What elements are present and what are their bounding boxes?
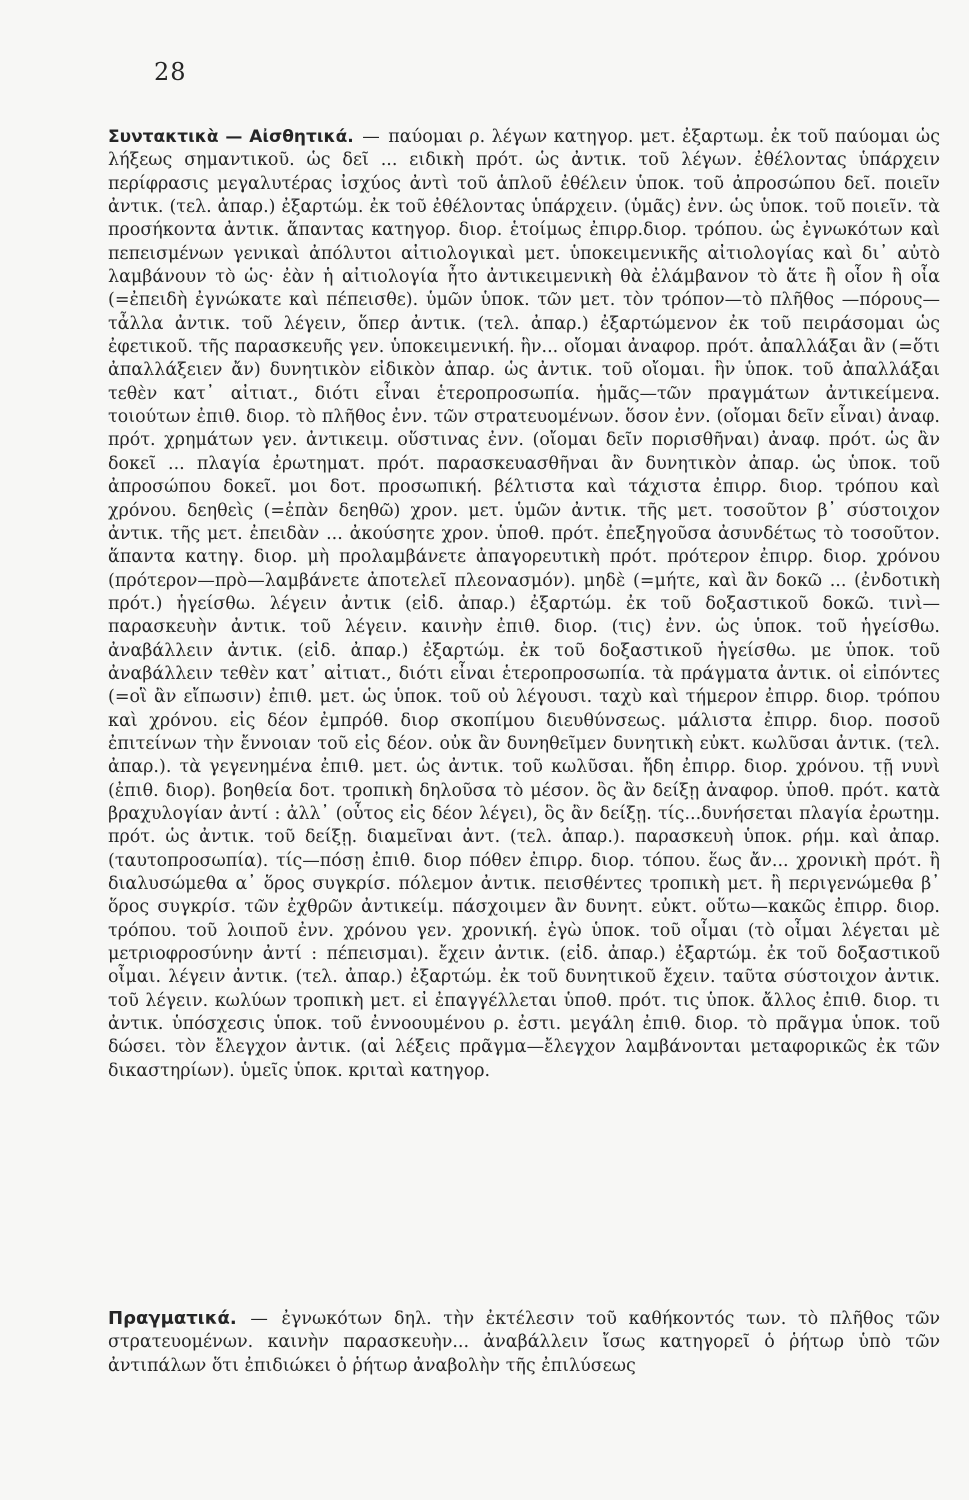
section-body-text: ἐγνωκότων δηλ. τὴν ἐκτέλεσιν τοῦ καθήκοντός των. τὸ πλῆθος τῶν στρατευομένων. καινὴν παρασκευὴν... ἀναβάλλειν ἴσως κατηγορεῖ ὁ ῥήτωρ ὑπὸ τῶν ἀντιπάλων ὅτι ἐπιδιώκει ὁ ῥήτωρ ἀναβολὴν τῆς ἐπιλύσεως [108,1309,940,1376]
section-factual: Πραγματικά. — ἐγνωκότων δηλ. τὴν ἐκτέλεσιν τοῦ καθήκοντός των. τὸ πλῆθος τῶν στρατευομένων. καινὴν παρασκευὴν... ἀναβάλλειν ἴσως κατηγορεῖ ὁ ῥήτωρ ὑπὸ τῶν ἀντιπάλων ὅτι ἐπιδιώκει ὁ ῥήτωρ ἀναβολὴν τῆς ἐπιλύσεως [108,1308,940,1376]
section-body-text: παύομαι ρ. λέγων κατηγορ. μετ. ἐξαρτωμ. ἐκ τοῦ παύομαι ὡς λήξεως σημαντικοῦ. ὡς δεῖ ... ειδικὴ πρότ. ὡς ἀντικ. τοῦ λέγων. ἐθέλοντας ὑπάρχειν περίφρασις μεγαλυτέρας ἰσχύος ἀντὶ τοῦ ἁπλοῦ ἐθέλειν ὑποκ. τοῦ ἀπροσώπου δεῖ. ποιεῖν ἀντικ. (τελ. ἀπαρ.) ἐξαρτώμ. ἐκ τοῦ ἐθέλοντας ὑπάρχειν. (ὑμᾶς) ἐνν. ὡς ὑποκ. τοῦ ποιεῖν. τὰ προσήκοντα ἀντικ. ἅπαντας κατηγορ. διορ. ἑτοίμως ἐπιρρ.διορ. τρόπου. ὡς ἐγνωκότων καὶ πεπεισμένων γενικαὶ ἀπόλυτοι αἰτιολογικαὶ μετ. ὑποκειμενικῆς αἰτιολογίας καὶ δι᾿ αὐτὸ λαμβάνουν τὸ ὡς· ἐὰν ἡ αἰτιολογία ἦτο ἀντικειμενικὴ θὰ ἐλάμβανον τὸ ἅτε ἢ οἷον ἢ οἷα (=ἐπειδὴ ἐγνώκατε καὶ πέπεισθε). ὑμῶν ὑποκ. τῶν μετ. τὸν τρόπον—τὸ πλῆθος —πόρους—τἆλλα ἀντικ. τοῦ λέγειν, ὅπερ ἀντικ. (τελ. ἀπαρ.) ἐξαρτώμενον ἐκ τοῦ πειράσομαι ὡς ἐφετικοῦ. τῆς παρασκευῆς γεν. ὑποκειμενική. ἣν... οἴομαι ἀναφορ. πρότ. ἀπαλλάξαι ἂν (=ὅτι ἀπαλλάξειεν ἄν) δυνητικὸν εἰδικὸν ἀπαρ. ὡς ἀντικ. τοῦ οἴομαι. ἣν ὑποκ. τοῦ ἀπαλλάξαι τεθὲν κατ᾿ αἰτιατ., διότι εἶναι ἑτεροπροσωπία. ἡμᾶς—τῶν πραγμάτων ἀντικείμενα. τοιούτων ἐπιθ. διορ. τὸ πλῆθος ἐνν. τῶν στρατευομένων. ὅσον ἐνν. (οἴομαι δεῖν εἶναι) ἀναφ. πρότ. χρημάτων γεν. ἀντικειμ. οὕστινας ἐνν. (οἴομαι δεῖν πορισθῆναι) ἀναφ. πρότ. ὡς ἂν δοκεῖ ... πλαγία ἐρωτηματ. πρότ. παρασκευασθῆναι ἂν δυνητικὸν ἀπαρ. ὡς ὑποκ. τοῦ ἀπροσώπου δοκεῖ. μοι δοτ. προσωπική. βέλτιστα καὶ τάχιστα ἐπιρρ. διορ. τρόπου καὶ χρόνου. δεηθεὶς (=ἐπὰν δεηθῶ) χρον. μετ. ὑμῶν ἀντικ. τῆς μετ. τοσοῦτον β᾿ σύστοιχον ἀντικ. τῆς μετ. ἐπειδὰν ... ἀκούσητε χρον. ὑποθ. πρότ. ἐπεξηγοῦσα ἀσυνδέτως τὸ τοσοῦτον. ἅπαντα κατηγ. διορ. μὴ προλαμβάνετε ἀπαγορευτικὴ πρότ. πρότερον ἐπιρρ. διορ. χρόνου (πρότερον—πρὸ—λαμβάνετε ἀποτελεῖ πλεονασμόν). μηδὲ (=μήτε, καὶ ἂν δοκῶ ... (ἐνδοτικὴ πρότ.) ἡγείσθω. λέγειν ἀντικ (εἰδ. ἀπαρ.) ἐξαρτώμ. ἐκ τοῦ δοξαστικοῦ δοκῶ. τινὶ—παρασκευὴν ἀντικ. τοῦ λέγειν. καινὴν ἐπιθ. διορ. (τις) ἐνν. ὡς ὑποκ. τοῦ ἡγείσθω. ἀναβάλλειν ἀντικ. (εἰδ. ἀπαρ.) ἐξαρτώμ. ἐκ τοῦ δοξαστικοῦ ἡγείσθω. με ὑποκ. τοῦ ἀναβάλλειν τεθὲν κατ᾿ αἰτιατ., διότι εἶναι ἑτεροπροσωπία. τὰ πράγματα ἀντικ. οἱ εἰπόντες (=οἳ ἂν εἴπωσιν) ἐπιθ. μετ. ὡς ὑποκ. τοῦ οὐ λέγουσι. ταχὺ καὶ τήμερον ἐπιρρ. διορ. τρόπου καὶ χρόνου. εἰς δέον ἐμπρόθ. διορ σκοπίμου διευθύνσεως. μάλιστα ἐπιρρ. διορ. ποσοῦ ἐπιτείνων τὴν ἔννοιαν τοῦ εἰς δέον. οὐκ ἂν δυνηθεῖμεν δυνητικὴ εὐκτ. κωλῦσαι ἀντικ. (τελ. ἀπαρ.). τὰ γεγενημένα ἐπιθ. μετ. ὡς ἀντικ. τοῦ κωλῦσαι. ἤδη ἐπιρρ. διορ. χρόνου. τῇ νυνὶ (ἐπιθ. διορ). βοηθεία δοτ. τροπικὴ δηλοῦσα τὸ μέσον. ὃς ἂν δείξῃ ἀναφορ. ὑποθ. πρότ. κατὰ βραχυλογίαν ἀντί : ἀλλ᾿ (οὗτος εἰς δέον λέγει), ὃς ἂν δείξῃ. τίς...δυνήσεται πλαγία ἐρωτημ. πρότ. ὡς ἀντικ. τοῦ δείξῃ. διαμεῖναι ἀντ. (τελ. ἀπαρ.). παρασκευὴ ὑποκ. ρήμ. καὶ ἀπαρ. (ταυτοπροσωπία). τίς—πόσῃ ἐπιθ. διορ πόθεν ἐπιρρ. διορ. τόπου. ἕως ἄν... χρονικὴ πρότ. ἢ διαλυσώμεθα α᾿ ὅρος συγκρίσ. πόλεμον ἀντικ. πεισθέντες τροπικὴ μετ. ἢ περιγενώμεθα β᾿ ὅρος συγκρίσ. τῶν ἐχθρῶν ἀντικείμ. πάσχοιμεν ἂν δυνητ. εὐκτ. οὕτω—κακῶς ἐπιρρ. διορ. τρόπου. τοῦ λοιποῦ ἐνν. χρόνου γεν. χρονική. ἐγὼ ὑποκ. τοῦ οἶμαι (τὸ οἶμαι λέγεται μὲ μετριοφροσύνην ἀντί : πέπεισμαι). ἔχειν ἀντικ. (εἰδ. ἀπαρ.) ἐξαρτώμ. ἐκ τοῦ δοξαστικοῦ οἶμαι. λέγειν ἀντικ. (τελ. ἀπαρ.) ἐξαρτώμ. ἐκ τοῦ δυνητικοῦ ἔχειν. ταῦτα σύστοιχον ἀντικ. τοῦ λέγειν. κωλύων τροπικὴ μετ. εἰ ἐπαγγέλλεται ὑποθ. πρότ. τις ὑποκ. ἄλλος ἐπιθ. διορ. τι ἀντικ. ὑπόσχεσις ὑποκ. τοῦ ἐννοουμένου ρ. ἐστι. μεγάλη ἐπιθ. διορ. τὸ πρᾶγμα ὑποκ. τοῦ δώσει. τὸν ἔλεγχον ἀντικ. (αἱ λέξεις πρᾶγμα—ἔλεγχον λαμβάνονται μεταφορικῶς ἐκ τῶν δικαστηρίων). ὑμεῖς ὑποκ. κριταὶ κατηγορ. [108,127,940,1081]
section-heading: Πραγματικά. [108,1308,237,1329]
page-number: 28 [154,58,187,86]
section-heading: Συντακτικὰ — Αἰσθητικά. [108,127,354,147]
section-syntactic-aesthetic: Συντακτικὰ — Αἰσθητικά. — παύομαι ρ. λέγων κατηγορ. μετ. ἐξαρτωμ. ἐκ τοῦ παύομαι ὡς λήξεως σημαντικοῦ. ὡς δεῖ ... ειδικὴ πρότ. ὡς ἀντικ. τοῦ λέγων. ἐθέλοντας ὑπάρχειν περίφρασις μεγαλυτέρας ἰσχύος ἀντὶ τοῦ ἁπλοῦ ἐθέλειν ὑποκ. τοῦ ἀπροσώπου δεῖ. ποιεῖν ἀντικ. (τελ. ἀπαρ.) ἐξαρτώμ. ἐκ τοῦ ἐθέλοντας ὑπάρχειν. (ὑμᾶς) ἐνν. ὡς ὑποκ. τοῦ ποιεῖν. τὰ προσήκοντα ἀντικ. ἅπαντας κατηγορ. διορ. ἑτοίμως ἐπιρρ.διορ. τρόπου. ὡς ἐγνωκότων καὶ πεπεισμένων γενικαὶ ἀπόλυτοι αἰτιολογικαὶ μετ. ὑποκειμενικῆς αἰτιολογίας καὶ δι᾿ αὐτὸ λαμβάνουν τὸ ὡς· ἐὰν ἡ αἰτιολογία ἦτο ἀντικειμενικὴ θὰ ἐλάμβανον τὸ ἅτε ἢ οἷον ἢ οἷα (=ἐπειδὴ ἐγνώκατε καὶ πέπεισθε). ὑμῶν ὑποκ. τῶν μετ. τὸν τρόπον—τὸ πλῆθος —πόρους—τἆλλα ἀντικ. τοῦ λέγειν, ὅπερ ἀντικ. (τελ. ἀπαρ.) ἐξαρτώμενον ἐκ τοῦ πειράσομαι ὡς ἐφετικοῦ. τῆς παρασκευῆς γεν. ὑποκειμενική. ἣν... οἴομαι ἀναφορ. πρότ. ἀπαλλάξαι ἂν (=ὅτι ἀπαλλάξειεν ἄν) δυνητικὸν εἰδικὸν ἀπαρ. ὡς ἀντικ. τοῦ οἴομαι. ἣν ὑποκ. τοῦ ἀπαλλάξαι τεθὲν κατ᾿ αἰτιατ., διότι εἶναι ἑτεροπροσωπία. ἡμᾶς—τῶν πραγμάτων ἀντικείμενα. τοιούτων ἐπιθ. διορ. τὸ πλῆθος ἐνν. τῶν στρατευομένων. ὅσον ἐνν. (οἴομαι δεῖν εἶναι) ἀναφ. πρότ. χρημάτων γεν. ἀντικειμ. οὕστινας ἐνν. (οἴομαι δεῖν πορισθῆναι) ἀναφ. πρότ. ὡς ἂν δοκεῖ ... πλαγία ἐρωτηματ. πρότ. παρασκευασθῆναι ἂν δυνητικὸν ἀπαρ. ὡς ὑποκ. τοῦ ἀπροσώπου δοκεῖ. μοι δοτ. προσωπική. βέλτιστα καὶ τάχιστα ἐπιρρ. διορ. τρόπου καὶ χρόνου. δεηθεὶς (=ἐπὰν δεηθῶ) χρον. μετ. ὑμῶν ἀντικ. τῆς μετ. τοσοῦτον β᾿ σύστοιχον ἀντικ. τῆς μετ. ἐπειδὰν ... ἀκούσητε χρον. ὑποθ. πρότ. ἐπεξηγοῦσα ἀσυνδέτως τὸ τοσοῦτον. ἅπαντα κατηγ. διορ. μὴ προλαμβάνετε ἀπαγορευτικὴ πρότ. πρότερον ἐπιρρ. διορ. χρόνου (πρότερον—πρὸ—λαμβάνετε ἀποτελεῖ πλεονασμόν). μηδὲ (=μήτε, καὶ ἂν δοκῶ ... (ἐνδοτικὴ πρότ.) ἡγείσθω. λέγειν ἀντικ (εἰδ. ἀπαρ.) ἐξαρτώμ. ἐκ τοῦ δοξαστικοῦ δοκῶ. τινὶ—παρασκευὴν ἀντικ. τοῦ λέγειν. καινὴν ἐπιθ. διορ. (τις) ἐνν. ὡς ὑποκ. τοῦ ἡγείσθω. ἀναβάλλειν ἀντικ. (εἰδ. ἀπαρ.) ἐξαρτώμ. ἐκ τοῦ δοξαστικοῦ ἡγείσθω. με ὑποκ. τοῦ ἀναβάλλειν τεθὲν κατ᾿ αἰτιατ., διότι εἶναι ἑτεροπροσωπία. τὰ πράγματα ἀντικ. οἱ εἰπόντες (=οἳ ἂν εἴπωσιν) ἐπιθ. μετ. ὡς ὑποκ. τοῦ οὐ λέγουσι. ταχὺ καὶ τήμερον ἐπιρρ. διορ. τρόπου καὶ χρόνου. εἰς δέον ἐμπρόθ. διορ σκοπίμου διευθύνσεως. μάλιστα ἐπιρρ. διορ. ποσοῦ ἐπιτείνων τὴν ἔννοιαν τοῦ εἰς δέον. οὐκ ἂν δυνηθεῖμεν δυνητικὴ εὐκτ. κωλῦσαι ἀντικ. (τελ. ἀπαρ.). τὰ γεγενημένα ἐπιθ. μετ. ὡς ἀντικ. τοῦ κωλῦσαι. ἤδη ἐπιρρ. διορ. χρόνου. τῇ νυνὶ (ἐπιθ. διορ). βοηθεία δοτ. τροπικὴ δηλοῦσα τὸ μέσον. ὃς ἂν δείξῃ ἀναφορ. ὑποθ. πρότ. κατὰ βραχυλογίαν ἀντί : ἀλλ᾿ (οὗτος εἰς δέον λέγει), ὃς ἂν δείξῃ. τίς...δυνήσεται πλαγία ἐρωτημ. πρότ. ὡς ἀντικ. τοῦ δείξῃ. διαμεῖναι ἀντ. (τελ. ἀπαρ.). παρασκευὴ ὑποκ. ρήμ. καὶ ἀπαρ. (ταυτοπροσωπία). τίς—πόσῃ ἐπιθ. διορ πόθεν ἐπιρρ. διορ. τόπου. ἕως ἄν... χρονικὴ πρότ. ἢ διαλυσώμεθα α᾿ ὅρος συγκρίσ. πόλεμον ἀντικ. πεισθέντες τροπικὴ μετ. ἢ περιγενώμεθα β᾿ ὅρος συγκρίσ. τῶν ἐχθρῶν ἀντικείμ. πάσχοιμεν ἂν δυνητ. εὐκτ. οὕτω—κακῶς ἐπιρρ. διορ. τρόπου. τοῦ λοιποῦ ἐνν. χρόνου γεν. χρονική. ἐγὼ ὑποκ. τοῦ οἶμαι (τὸ οἶμαι λέγεται μὲ μετριοφροσύνην ἀντί : πέπεισμαι). ἔχειν ἀντικ. (εἰδ. ἀπαρ.) ἐξαρτώμ. ἐκ τοῦ δοξαστικοῦ οἶμαι. λέγειν ἀντικ. (τελ. ἀπαρ.) ἐξαρτώμ. ἐκ τοῦ δυνητικοῦ ἔχειν. ταῦτα σύστοιχον ἀντικ. τοῦ λέγειν. κωλύων τροπικὴ μετ. εἰ ἐπαγγέλλεται ὑποθ. πρότ. τις ὑποκ. ἄλλος ἐπιθ. διορ. τι ἀντικ. ὑπόσχεσις ὑποκ. τοῦ ἐννοουμένου ρ. ἐστι. μεγάλη ἐπιθ. διορ. τὸ πρᾶγμα ὑποκ. τοῦ δώσει. τὸν ἔλεγχον ἀντικ. (αἱ λέξεις πρᾶγμα—ἔλεγχον λαμβάνονται μεταφορικῶς ἐκ τῶν δικαστηρίων). ὑμεῖς ὑποκ. κριταὶ κατηγορ. [108,127,940,1081]
